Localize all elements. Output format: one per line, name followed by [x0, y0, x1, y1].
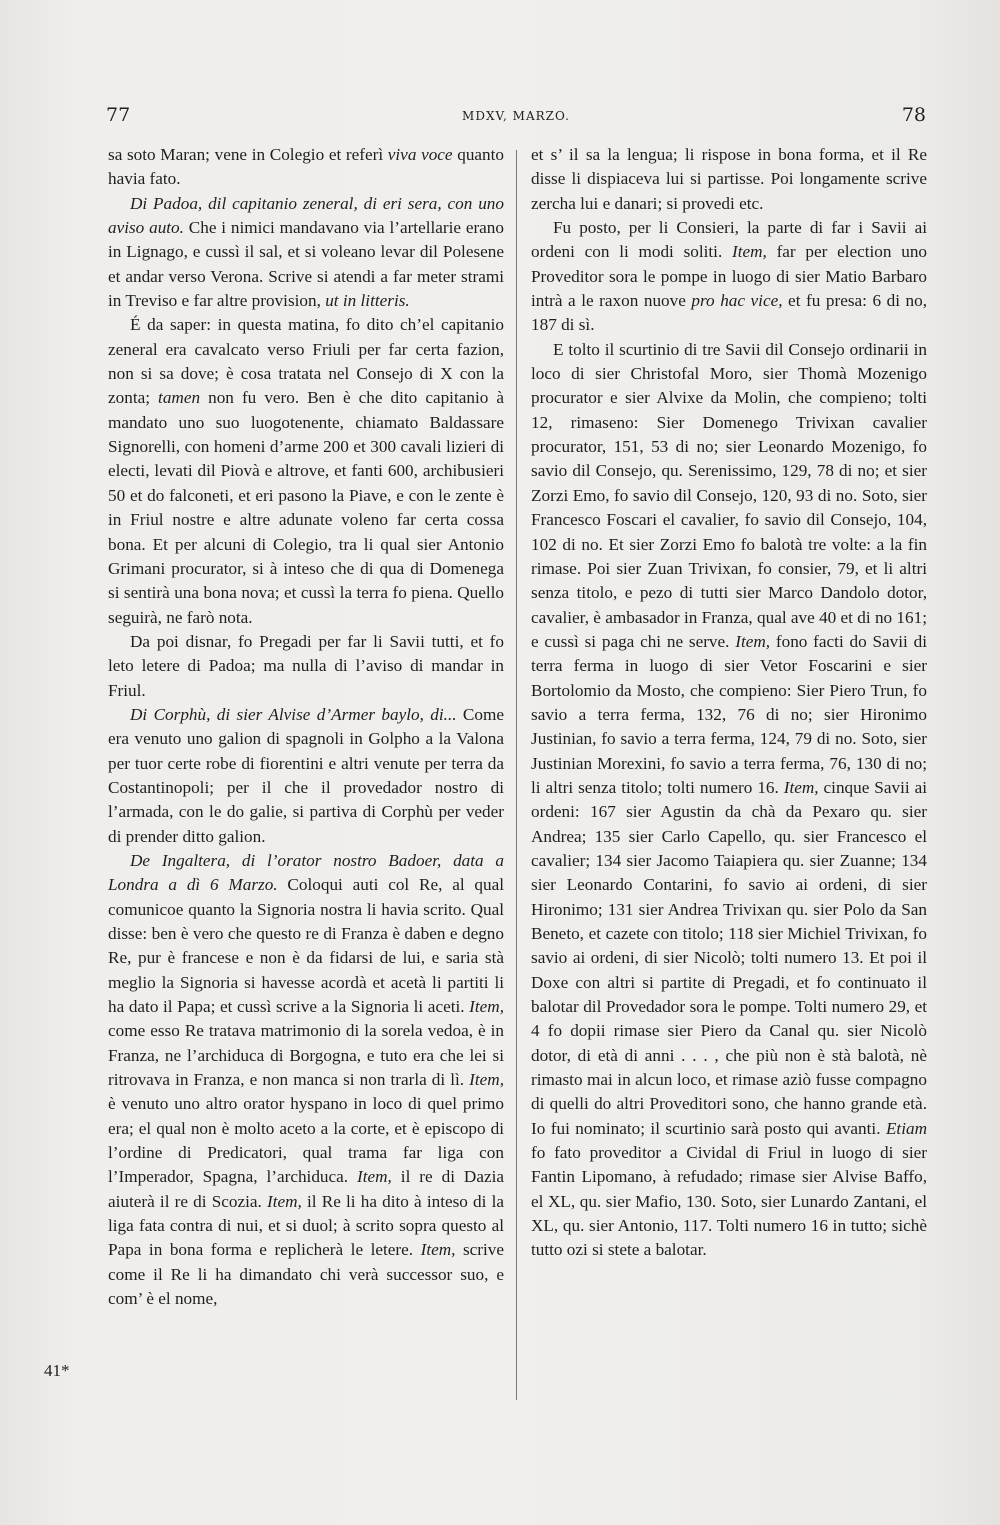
column-divider: [516, 150, 517, 1400]
left-column: [108, 143, 504, 1312]
left-page-number: 77: [106, 104, 131, 126]
paragraph: Da poi disnar, fo Pregadi per far li Savii tutti, et fo leto letere di Padoa; ma nulla di l’aviso di mandar in Friul.: [108, 631, 504, 700]
marginal-note: 41*: [44, 1361, 70, 1380]
right-column: [531, 143, 927, 1263]
paragraph: Di Corphù, di sier Alvise d’Armer baylo, di... Come era venuto uno galion di spagnoli in Golpho a la Valona per tuor certe robe di fiorentini e altri venute per terra da Costantinopoli; per il che il provedador nostro di l’armada, con le do galie, si partiva di Corphù per veder di prender ditto galion.: [108, 704, 504, 846]
paragraph: et s’ il sa la lengua; li rispose in bona forma, et il Re disse li dispiaceva lui si partisse. Poi longamente scrive zercha lui e danari; si provedi etc.: [531, 145, 927, 213]
right-page-number: 78: [901, 104, 926, 126]
paragraph: É da saper: in questa matina, fo dito ch’el capitanio zeneral era cavalcato verso Friuli per far certa fazion, non si sa dove; è cosa tratata nel Consejo di X con la zonta; tamen non fu vero. Ben è che dito capitanio à mandato uno suo luogotenente, chiamato Baldassare Signorelli, con homeni d’arme 200 et 300 cavali lizieri di electi, levati dil Piovà e altrove, et fanti 600, archibusieri 50 et do falconeti, et eri pasono la Piave, e con le zente è in Friul nostre e altre adunate voleno far certa cossa bona. Et per alcuni di Colegio, tra li qual sier Antonio Grimani procurator, si à inteso che di qua di Domenega si sentirà una bona nova; et cussì la terra fo piena. Quello seguirà, ne farò nota.: [108, 315, 504, 627]
page-header: [106, 104, 926, 134]
paragraph: Fu posto, per li Consieri, la parte di far i Savii ai ordeni con li modi soliti. Item, far per election uno Proveditor sora le pompe in luogo di sier Matio Barbaro intrà a le raxon nuove pro hac vice, et fu presa: 6 di no, 187 di sì.: [531, 218, 928, 335]
paragraph: sa soto Maran; vene in Colegio et referì viva voce quanto havia fato.: [108, 145, 505, 189]
running-title: MDXV, MARZO.: [462, 109, 570, 123]
paragraph: De Ingaltera, di l’orator nostro Badoer, data a Londra a dì 6 Marzo. Coloqui auti col Re, al qual comunicoe quanto la Signoria nostra li havia scrito. Qual disse: ben è vero che questo re di Franza è daben e degno Re, pur è francese e non è da fidarsi de lui, e saria stà meglio la Signoria si havesse acordà et acetà li partiti li ha dato il Papa; et cussì scrive a la Signoria li aceti. Item, come esso Re tratava matrimonio di la sorela vedoa, è in Franza, ne l’archiduca di Borgogna, e tuto era che lei si ritrovava in Franza, e non manca si non trarla di lì. Item, è venuto uno altro orator hyspano in loco di quel primo era; el qual non è molto aceto a la corte, et è episcopo di l’ordine di Predicatori, qual trama far liga con l’Imperador, Spagna, l’archiduca. Item, il re di Dazia aiuterà il re di Scozia. Item, il Re li ha dito à inteso di la liga fata contra di nui, et si duol; à scrito sopra questo al Papa in bona forma e replicherà le letere. Item, scrive come il Re li ha dimandato chi verà successor suo, e com’ è el nome,: [108, 850, 505, 1309]
paragraph: E tolto il scurtinio di tre Savii dil Consejo ordinarii in loco di sier Christofal Moro, sier Thomà Mozenigo procurator e sier Alvixe da Molin, che compieno; tolti 12, rimaseno: Sier Domenego Trivixan cavalier procurator, 151, 53 di no; sier Leonardo Mozenigo, fo savio dil Consejo, qu. Serenissimo, 129, 78 di no; et sier Zorzi Emo, fo savio dil Consejo, 120, 93 di no. Soto, sier Francesco Foscari el cavalier, fo savio dil Consejo, 104, 102 di no. Et sier Zorzi Emo fo balotà tre volte: a la fin rimase. Poi sier Zuan Trivixan, fo consier, 79, et li altri senza titolo, e pezo di tutti sier Marco Dandolo dotor, cavalier, è ambasador in Franza, qual ave 40 et di no 161; e cussì si paga chi ne serve. Item, fono facti do Savii di terra ferma in luogo di sier Vetor Foscarini e sier Bortolomio da Mosto, che compieno: Sier Piero Trun, fo savio a terra ferma, 132, 76 di no; sier Hironimo Justinian, fo savio a terra ferma, 124, 79 di no. Soto, sier Justinian Morexini, fo savio a terra ferma, 76, 130 di no; li altri senza titolo; tolti numero 16. Item, cinque Savii ai ordeni: 167 sier Agustin da chà da Pexaro qu. sier Andrea; 135 sier Carlo Capello, qu. sier Francesco el cavalier; 134 sier Jacomo Taiapiera qu. sier Zuanne; 134 sier Leonardo Contarini, fo savio ai ordeni, di sier Hironimo; 131 sier Andrea Trivixan qu. sier Polo da San Beneto, et cazete con titolo; 118 sier Michiel Trivixan, fo savio ai ordeni, di sier Nicolò; tolti numero 13. Et poi il Doxe con altri si partite di Pregadi, et fo continuato il balotar dil Provedador sora le pompe. Tolti numero 29, et 4 fo dopii rimase sier Piero da Canal qu. sier Nicolò dotor, di età di anni . . . , che più non è stà balotà, nè rimasto mai in alcun loco, et rimase aziò fusse compagno di quelli do altri Proveditori sono, che hanno grande età. Io fui nominato; il scurtinio sarà posto qui avanti. Etiam fo fato proveditor a Cividal di Friul in luogo di sier Fantin Lipomano, à refudado; rimase sier Alvise Baffo, el XL, qu. sier Mafio, 130. Soto, sier Lunardo Zantani, el XL, qu. sier Antonio, 117. Tolti numero 16 in tutto; sichè tutto ozi si stete a balotar.: [531, 339, 927, 1260]
paragraph: Di Padoa, dil capitanio zeneral, di eri sera, con uno aviso auto. Che i nimici mandavano via l’artellarie erano in Lignago, e cussì il sal, et si voleano levar dil Polesene et andar verso Verona. Scrive si atendi a far meter strami in Treviso e far altre provision, ut in litteris.: [108, 193, 504, 311]
